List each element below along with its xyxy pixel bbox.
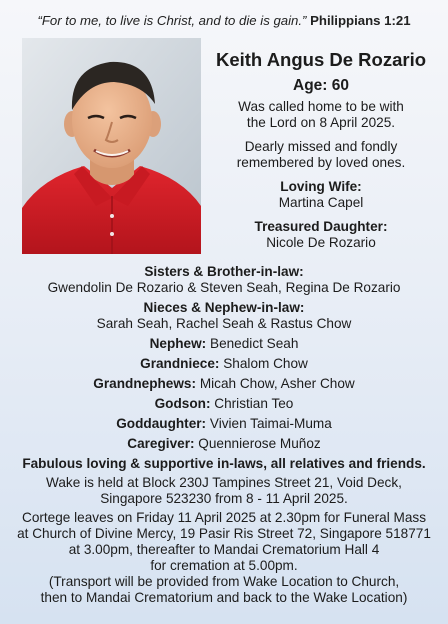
family-row-nephew bbox=[0, 336, 448, 352]
relation-label: Nephew: bbox=[149, 336, 207, 351]
relation-label: Goddaughter: bbox=[116, 416, 207, 431]
dearly-missed-text bbox=[204, 139, 438, 171]
family-row-goddaughter bbox=[0, 416, 448, 432]
cortege-line: at Church of Divine Mercy, 19 Pasir Ris Street 72, Singapore 518771 bbox=[17, 526, 431, 541]
nieces-names: Sarah Seah, Rachel Seah & Rastus Chow bbox=[96, 316, 352, 331]
siblings-label: Sisters & Brother-in-law: bbox=[144, 264, 304, 279]
siblings-names: Gwendolin De Rozario & Steven Seah, Regina De Rozario bbox=[47, 280, 401, 295]
relation-value: Shalom Chow bbox=[223, 356, 308, 371]
portrait-photo-icon bbox=[22, 38, 201, 254]
relatives-and-friends-line: Fabulous loving & supportive in-laws, all relatives and friends. bbox=[22, 456, 426, 471]
family-row-godson bbox=[0, 396, 448, 412]
cortege-line: at 3.00pm, thereafter to Mandai Crematorium Hall 4 bbox=[68, 542, 380, 557]
wake-line: Wake is held at Block 230J Tampines Street 21, Void Deck, bbox=[46, 475, 402, 490]
wake-line: Singapore 523230 from 8 - 11 April 2025. bbox=[100, 491, 348, 506]
called-home-line: the Lord on 8 April 2025. bbox=[246, 115, 396, 130]
relation-value: Micah Chow, Asher Chow bbox=[199, 376, 355, 391]
daughter-label: Treasured Daughter: bbox=[254, 219, 388, 234]
cortege-line: (Transport will be provided from Wake Location to Church, bbox=[48, 574, 400, 589]
cortege-line: then to Mandai Crematorium and back to the Wake Location) bbox=[40, 590, 408, 605]
relation-label: Godson: bbox=[154, 396, 211, 411]
family-row-grandnephews bbox=[0, 376, 448, 392]
deceased-details bbox=[204, 48, 438, 251]
relation-value: Benedict Seah bbox=[210, 336, 299, 351]
called-home-line: Was called home to be with bbox=[238, 99, 404, 114]
relation-value: Quennierose Muñoz bbox=[198, 436, 321, 451]
relation-value: Vivien Taimai-Muma bbox=[209, 416, 332, 431]
verse-text: “For to me, to live is Christ, and to die is gain.” bbox=[37, 13, 307, 28]
family-and-service-details bbox=[0, 264, 448, 606]
nieces-label: Nieces & Nephew-in-law: bbox=[143, 300, 305, 315]
dearly-missed-line: remembered by loved ones. bbox=[236, 155, 406, 170]
dearly-missed-line: Dearly missed and fondly bbox=[244, 139, 398, 154]
relation-value: Christian Teo bbox=[214, 396, 294, 411]
relation-label: Grandniece: bbox=[140, 356, 220, 371]
called-home-text bbox=[204, 99, 438, 131]
deceased-age: Age: 60 bbox=[293, 77, 349, 94]
wife-label: Loving Wife: bbox=[280, 179, 362, 194]
family-row-grandniece bbox=[0, 356, 448, 372]
family-row-caregiver bbox=[0, 436, 448, 452]
cortege-line: Cortege leaves on Friday 11 April 2025 at 2.30pm for Funeral Mass bbox=[22, 510, 426, 525]
relation-label: Grandnephews: bbox=[93, 376, 197, 391]
bible-verse bbox=[0, 13, 448, 28]
wake-details bbox=[0, 475, 448, 507]
cortege-details bbox=[0, 510, 448, 606]
cortege-line: for cremation at 5.00pm. bbox=[150, 558, 298, 573]
wife-name: Martina Capel bbox=[278, 195, 364, 210]
daughter-name: Nicole De Rozario bbox=[266, 235, 376, 250]
relation-label: Caregiver: bbox=[127, 436, 195, 451]
portrait-photo bbox=[22, 38, 201, 254]
verse-reference: Philippians 1:21 bbox=[310, 13, 411, 28]
deceased-name: Keith Angus De Rozario bbox=[215, 49, 427, 70]
